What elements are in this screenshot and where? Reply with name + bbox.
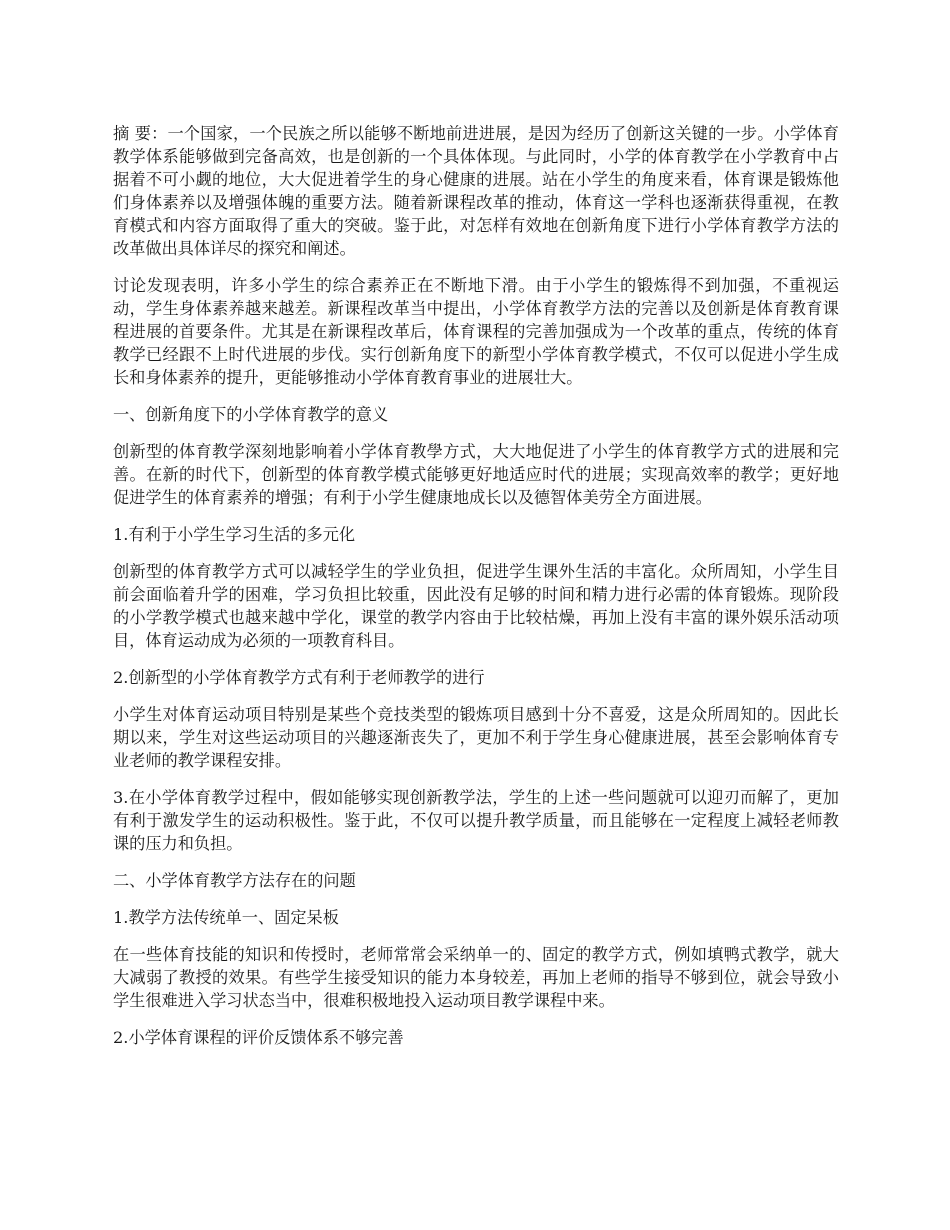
abstract-paragraph: 摘 要：一个国家，一个民族之所以能够不断地前进进展，是因为经历了创新这关键的一步。小学体育教学体系能够做到完备高效，也是创新的一个具体体现。与此同时，小学的体育教学在小学教育中占据着不可小觑的地位，大大促进着学生的身心健康的进展。站在小学生的角度来看，体育课是锻炼他们身体素养以及增强体魄的重要方法。随着新课程改革的推动，体育这一学科也逐渐获得重视，在教育模式和内容方面取得了重大的突破。鉴于此，对怎样有效地在创新角度下进行小学体育教学方法的改革做出具体详尽的探究和阐述。 [113,124,839,258]
intro-paragraph: 讨论发现表明，许多小学生的综合素养正在不断地下滑。由于小学生的锻炼得不到加强，不重视运动，学生身体素养越来越差。新课程改革当中提出，小学体育教学方法的完善以及创新是体育教育课程进展的首要条件。尤其是在新课程改革后，体育课程的完善加强成为一个改革的重点，传统的体育教学已经跟不上时代进展的步伐。实行创新角度下的新型小学体育教学模式，不仅可以促进小学生成长和身体素养的提升，更能够推动小学体育教育事业的进展壮大。 [113,276,839,387]
subheading-2-2: 2.小学体育课程的评价反馈体系不够完善 [113,1028,404,1047]
section-1-paragraph: 创新型的体育教学深刻地影响着小学体育教學方式，大大地促进了小学生的体育教学方式的进展和完善。在新的时代下，创新型的体育教学模式能够更好地适应时代的进展；实现高效率的教学；更好地促进学生的体育素养的增强；有利于小学生健康地成长以及德智体美劳全方面进展。 [113,442,839,507]
section-heading-1: 一、创新角度下的小学体育教学的意义 [113,405,389,424]
subheading-2-1: 1.教学方法传统单一、固定呆板 [113,908,339,927]
subsection-2-1-paragraph: 在一些体育技能的知识和传授时，老师常常会采纳单一的、固定的教学方式，例如填鸭式教学，就大大减弱了教授的效果。有些学生接受知识的能力本身较差，再加上老师的指导不够到位，就会导致小学生很难进入学习状态当中，很难积极地投入运动项目教学课程中来。 [113,945,839,1010]
document-body [113,122,839,1063]
section-heading-2: 二、小学体育教学方法存在的问题 [113,871,356,890]
subsection-1-3-paragraph: 3.在小学体育教学过程中，假如能够实现创新教学法，学生的上述一些问题就可以迎刃而解了，更加有利于激发学生的运动积极性。鉴于此，不仅可以提升教学质量，而且能够在一定程度上减轻老师教课的压力和负担。 [113,788,839,853]
subsection-1-2-paragraph: 小学生对体育运动项目特别是某些个竞技类型的锻炼项目感到十分不喜爱，这是众所周知的。因此长期以来，学生对这些运动项目的兴趣逐渐丧失了，更加不利于学生身心健康进展，甚至会影响体育专业老师的教学课程安排。 [113,705,839,770]
subsection-1-1-paragraph: 创新型的体育教学方式可以减轻学生的学业负担，促进学生课外生活的丰富化。众所周知，小学生目前会面临着升学的困难，学习负担比较重，因此没有足够的时间和精力进行必需的体育锻炼。现阶段的小学教学模式也越来越中学化，课堂的教学内容由于比较枯燥，再加上没有丰富的课外娱乐活动项目，体育运动成为必须的一项教育科目。 [113,562,839,650]
subheading-1-1: 1.有利于小学生学习生活的多元化 [113,525,356,544]
subheading-1-2: 2.创新型的小学体育教学方式有利于老师教学的进行 [113,668,485,687]
